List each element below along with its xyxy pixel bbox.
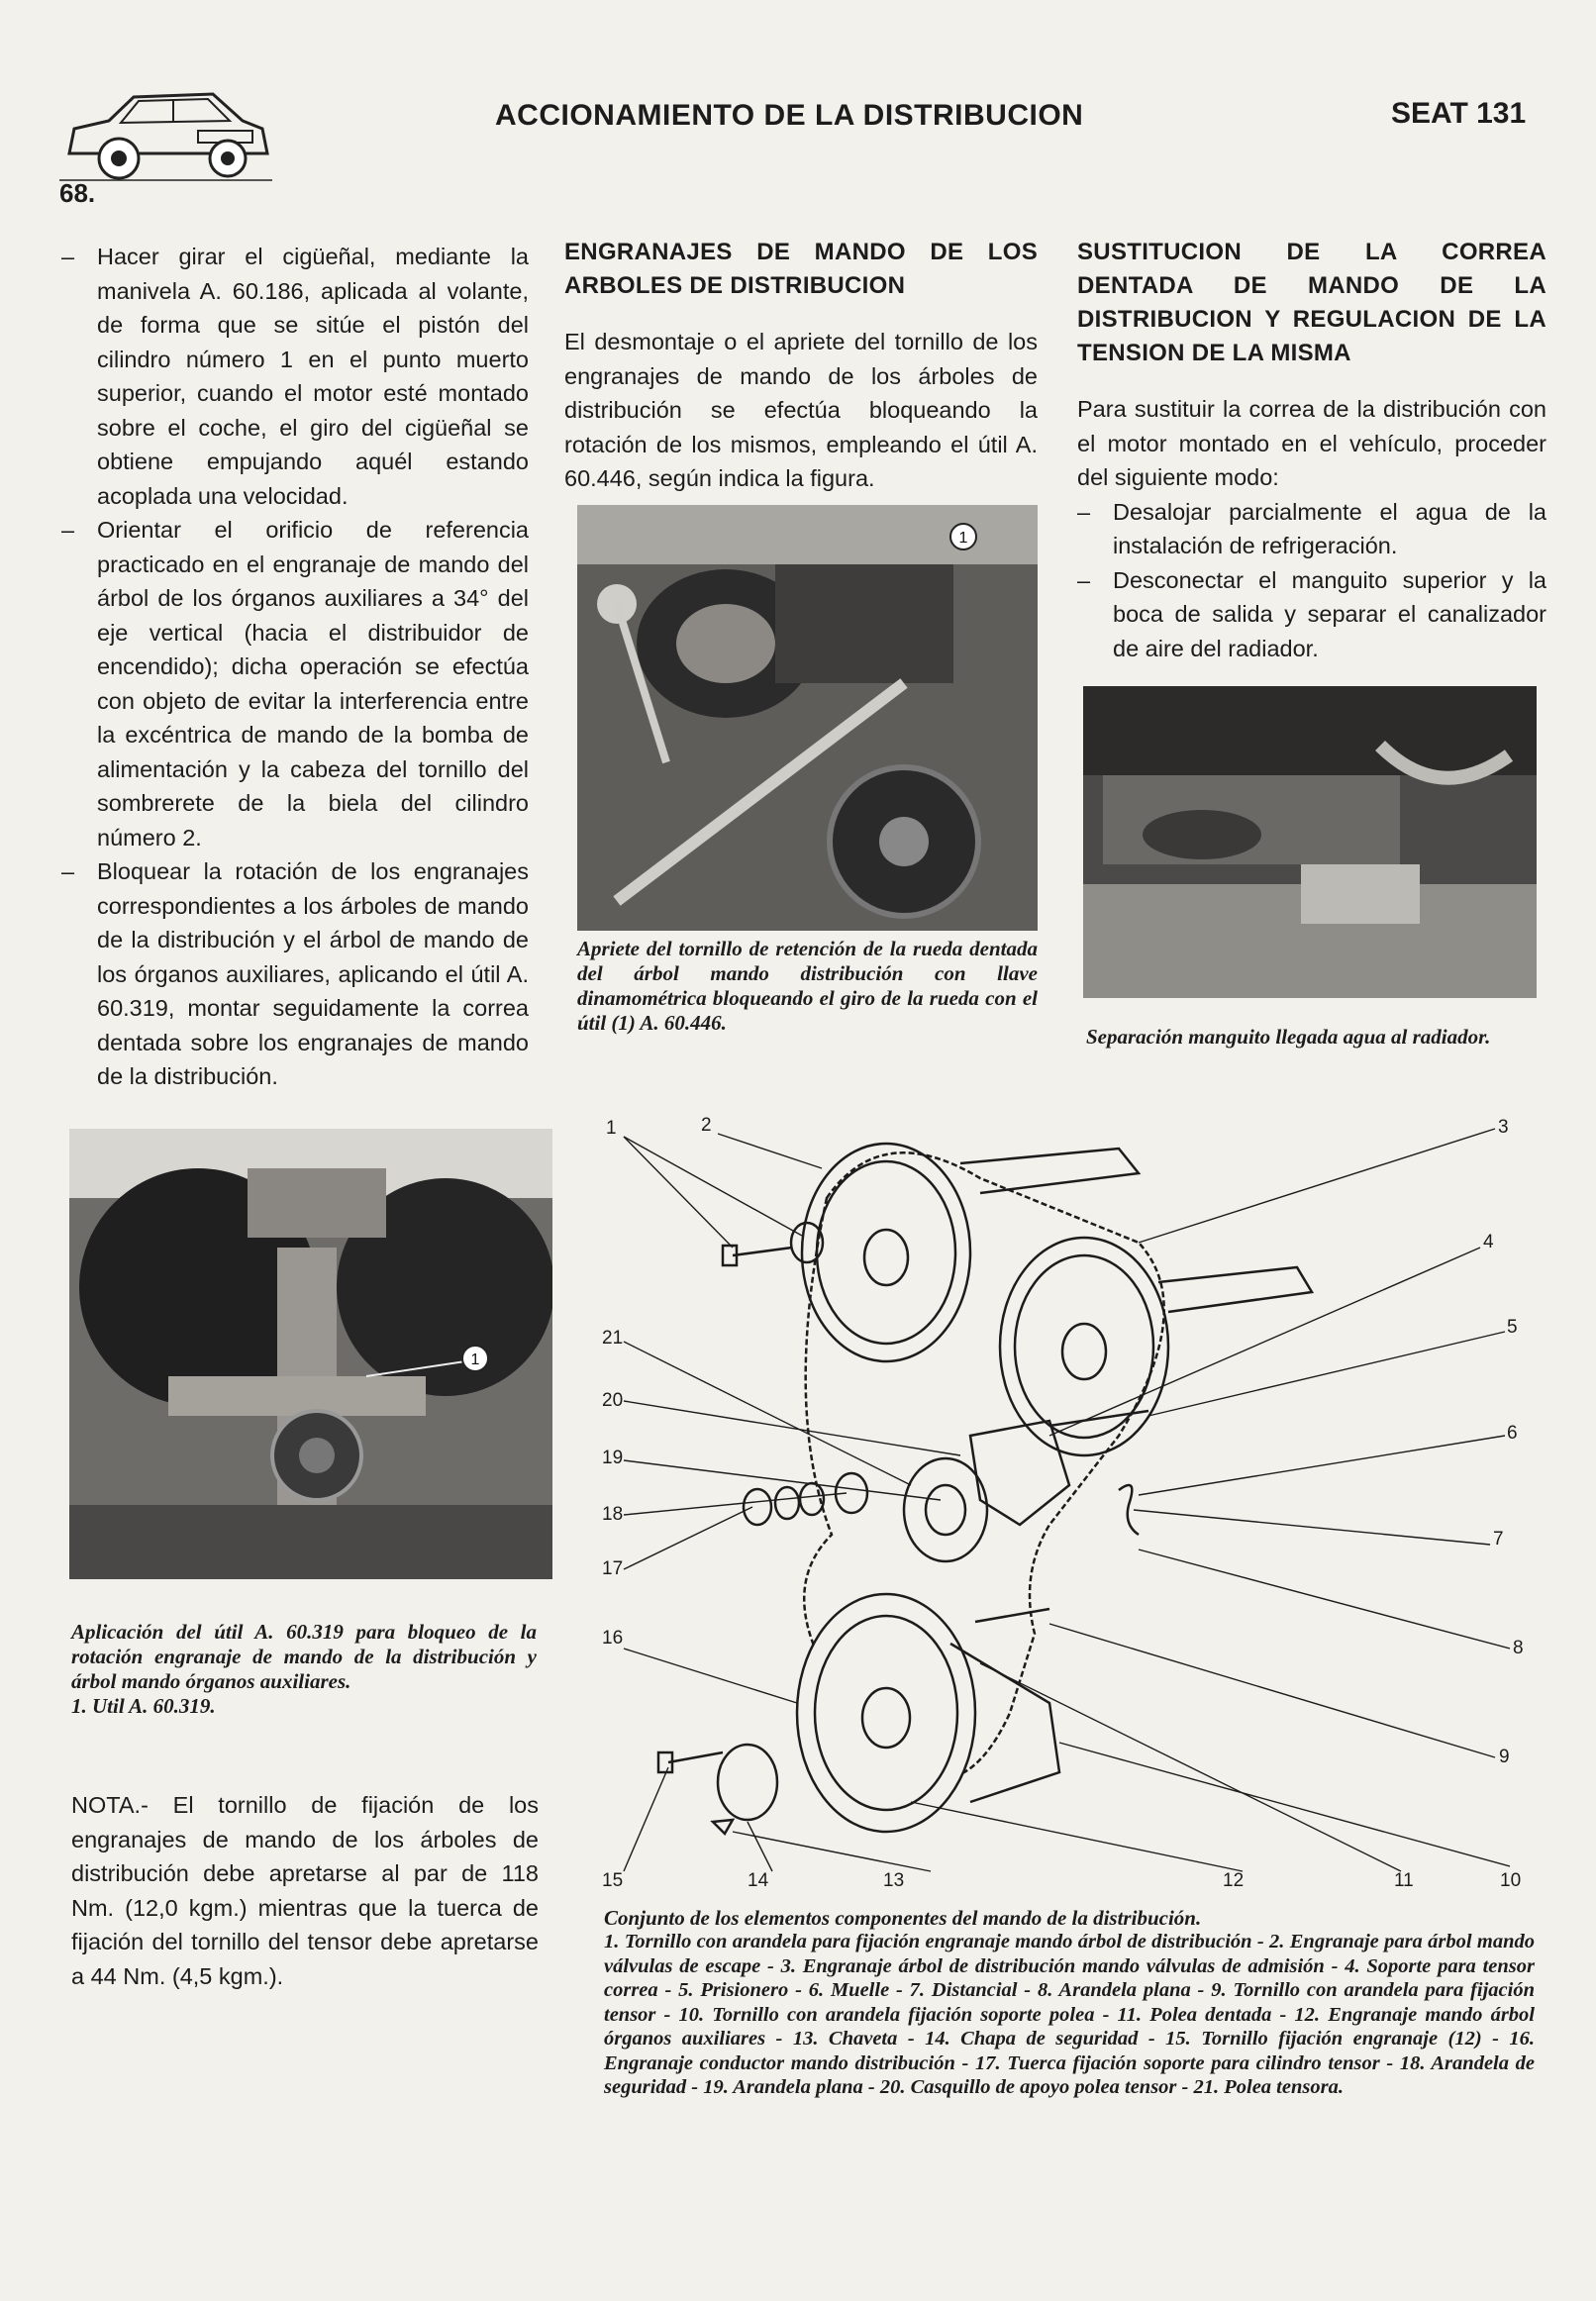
diagram-label: 2 [701, 1115, 712, 1136]
diagram-label: 6 [1507, 1423, 1518, 1444]
section-title: ENGRANAJES DE MANDO DE LOS ARBOLES DE DISTRIBUCION [564, 239, 1038, 299]
step-item: – Desconectar el manguito superior y la boca de salida y separar el canalizador de aire del radiador. [1077, 566, 1546, 661]
timing-belt-exploded-diagram [584, 1109, 1554, 1891]
photo-tool-60319 [69, 1129, 552, 1579]
diagram-label: 8 [1513, 1638, 1524, 1658]
diagram-caption-body: 1. Tornillo con arandela para fijación engranaje mando árbol de distribución - 2. Engranaje para árbol mando válvulas de escape - 3. Engranaje árbol de distribución mando válvulas de admisión - 4. Soporte para tensor correa - 5. Prisionero - 6. Muelle - 7. Distancial - 8. Arandela plana - 9. Tornillo con arandela para fijación tensor - 10. Tornillo con arandela fijación soporte polea - 11. Polea dentada - 12. Engranaje mando árbol órganos auxiliares - 13. Chaveta - 14. Chapa de seguridad - 15. Tornillo fijación engranaje (12) - 16. Engranaje conductor mando distribución - 17. Tuerca fijación soporte para cilindro tensor - 18. Arandela de seguridad - 19. Arandela plana - 20. Casquillo de apoyo polea tensor - 21. Polea tensora. [604, 1931, 1535, 2098]
photo-callout: 1 [958, 530, 968, 547]
diagram-label: 3 [1498, 1117, 1509, 1138]
diagram-label: 16 [602, 1628, 624, 1649]
nota-paragraph: NOTA.- El tornillo de fijación de los engranajes de mando de los árboles de distribución debe apretarse al par de 118 Nm. (12,0 kgm.) mientras que la tuerca de fijación del tornillo del tensor debe apretarse a 44 Nm. (4,5 kgm.). [71, 1792, 539, 1989]
column-right [1077, 236, 1546, 665]
column-middle [564, 236, 1038, 496]
diagram-label: 20 [602, 1390, 624, 1411]
section-title: SUSTITUCION DE LA CORREA DENTADA DE MANDO DE LA DISTRIBUCION Y REGULACION DE LA TENSION DE LA MISMA [1077, 239, 1546, 366]
caption-torque-wrench: Apriete del tornillo de retención de la rueda dentada del árbol mando distribución con llave dinamométrica bloqueando el giro de la rueda con el útil (1) A. 60.446. [577, 937, 1038, 1035]
diagram-label: 15 [602, 1870, 624, 1891]
diagram-caption [604, 1906, 1535, 2100]
caption-radiator-hose: Separación manguito llegada agua al radiador. [1086, 1025, 1491, 1049]
diagram-label: 9 [1499, 1747, 1510, 1767]
section-paragraph: Para sustituir la correa de la distribución con el motor montado en el vehículo, proceder del siguiente modo: [1077, 396, 1546, 490]
step-item: – Hacer girar el cigüeñal, mediante la manivela A. 60.186, aplicada al volante, de forma que se sitúe el pistón del cilindro número 1 en el punto muerto superior, cuando el motor esté montado sobre el coche, el giro del cigüeñal se obtiene empujando aquél estando acoplada una velocidad. [61, 244, 529, 509]
photo-torque-wrench [577, 505, 1038, 931]
section-paragraph: El desmontaje o el apriete del tornillo de los engranajes de mando de los árboles de distribución se efectúa bloqueando la rotación de los mismos, empleando el útil A. 60.446, según indica la figura. [564, 329, 1038, 491]
diagram-caption-title: Conjunto de los elementos componentes del mando de la distribución. [604, 1906, 1202, 1930]
diagram-label: 4 [1483, 1232, 1494, 1252]
diagram-label: 7 [1493, 1529, 1504, 1550]
diagram-label: 5 [1507, 1317, 1518, 1338]
step-item: – Orientar el orificio de referencia practicado en el engranaje de mando del árbol de los órganos auxiliares a 34° del eje vertical (hacia el distribuidor de encendido); dicha operación se efectúa con objeto de evitar la interferencia entre la excéntrica de mando de la bomba de alimentación y la cabeza del tornillo del sombrerete de la biela del cilindro número 2. [61, 517, 529, 850]
caption-item: 1. Util A. 60.319. [71, 1694, 216, 1718]
step-item: – Bloquear la rotación de los engranajes correspondientes a los árboles de mando de la distribución y el árbol de mando de los órganos auxiliares, aplicando el útil A. 60.319, montar seguidamente la correa dentada sobre los engranajes de mando de la distribución. [61, 858, 529, 1089]
diagram-label: 17 [602, 1558, 624, 1579]
column-left [61, 240, 529, 1094]
diagram-label: 12 [1223, 1870, 1245, 1891]
diagram-label: 13 [883, 1870, 905, 1891]
diagram-label: 18 [602, 1504, 624, 1525]
step-item: – Desalojar parcialmente el agua de la instalación de refrigeración. [1077, 498, 1546, 558]
photo-callout: 1 [470, 1351, 480, 1368]
model-name: SEAT 131 [1391, 97, 1527, 130]
car-illustration-icon [50, 59, 277, 193]
diagram-label: 10 [1500, 1870, 1522, 1891]
diagram-label: 11 [1394, 1870, 1414, 1891]
running-head: ACCIONAMIENTO DE LA DISTRIBUCION [495, 99, 1084, 132]
diagram-label: 14 [748, 1870, 769, 1891]
diagram-label: 19 [602, 1448, 624, 1468]
diagram-label: 21 [602, 1328, 624, 1349]
photo-radiator-hose [1083, 686, 1537, 998]
caption-tool-60319 [71, 1620, 537, 1719]
caption-text: Aplicación del útil A. 60.319 para bloqueo de la rotación engranaje de mando de la distribución y árbol mando órganos auxiliares. [71, 1620, 537, 1693]
diagram-label: 1 [606, 1118, 617, 1139]
page-number: 68. [59, 178, 96, 208]
